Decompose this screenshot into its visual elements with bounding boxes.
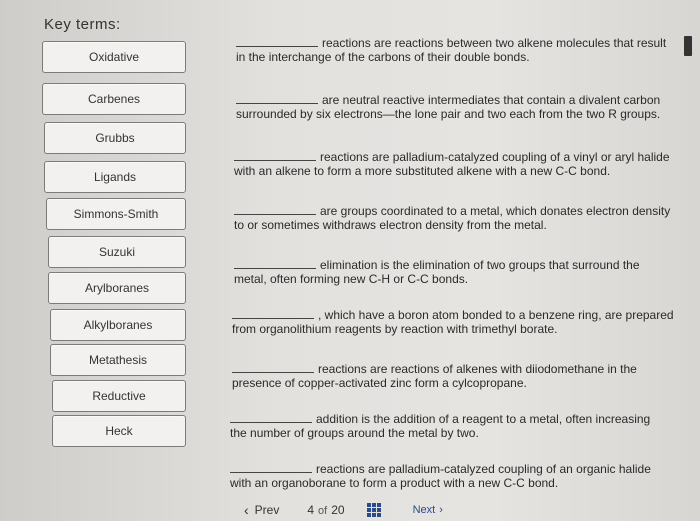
definition-item: are neutral reactive intermediates that contain a divalent carbon surrounded by six electrons—the lone pair and two each from the two R groups. [236,93,661,121]
answer-blank[interactable] [232,362,314,373]
answer-blank[interactable] [236,93,318,104]
definition-item: reactions are reactions between two alkene molecules that result in the interchange of the carbons of their double bonds. [236,36,667,64]
term-card-grubbs[interactable]: Grubbs [44,122,186,154]
prev-button[interactable]: ‹ Prev [244,502,280,518]
term-card-oxidative[interactable]: Oxidative [42,41,186,73]
term-card-arylboranes[interactable]: Arylboranes [48,272,186,304]
term-card-alkylboranes[interactable]: Alkylboranes [50,309,186,341]
term-card-reductive[interactable]: Reductive [52,380,186,412]
key-terms-heading: Key terms: [44,16,121,33]
term-card-metathesis[interactable]: Metathesis [50,344,186,376]
answer-blank[interactable] [234,258,316,269]
definition-item: reactions are reactions of alkenes with diiodomethane in the presence of copper-activated zinc form a cylcopropane. [232,362,637,390]
answer-blank[interactable] [234,150,316,161]
term-card-ligands[interactable]: Ligands [44,161,186,193]
term-card-heck[interactable]: Heck [52,415,186,447]
definition-item: addition is the addition of a reagent to a metal, often increasing the number of groups around the metal by two. [230,412,651,440]
term-card-carbenes[interactable]: Carbenes [42,83,186,115]
definition-item: reactions are palladium-catalyzed coupling of an organic halide with an organoborane to form a product with a new C-C bond. [230,462,651,490]
term-card-suzuki[interactable]: Suzuki [48,236,186,268]
answer-blank[interactable] [236,36,318,47]
pagination-bar [244,500,504,520]
answer-blank[interactable] [234,204,316,215]
chevron-right-icon: › [439,504,443,516]
chevron-left-icon: ‹ [244,502,249,518]
answer-blank[interactable] [230,412,312,423]
definition-item: reactions are palladium-catalyzed coupling of a vinyl or aryl halide with an alkene to form a more substituted alkene with a new C-C bond. [234,150,670,178]
answer-blank[interactable] [230,462,312,473]
answer-blank[interactable] [232,308,314,319]
definition-item: elimination is the elimination of two groups that surround the metal, often forming new C-H or C-C bonds. [234,258,640,286]
page-indicator: 4 of 20 [307,503,345,517]
definition-item: are groups coordinated to a metal, which donates electron density to or sometimes withdraws electron density from the metal. [234,204,671,232]
question-grid-icon[interactable] [367,503,381,517]
next-button[interactable]: Next › [412,504,443,516]
term-card-simmons-smith[interactable]: Simmons-Smith [46,198,186,230]
definition-item: , which have a boron atom bonded to a benzene ring, are prepared from organolithium reagents by reaction with trimethyl borate. [232,308,674,336]
